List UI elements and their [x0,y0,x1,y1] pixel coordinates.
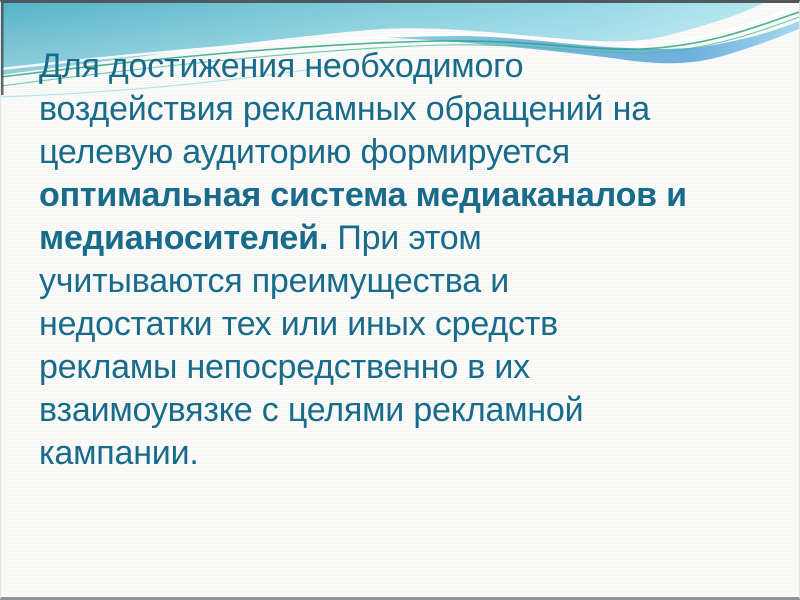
text-line [39,45,784,88]
text-line [39,389,784,432]
body-text: взаимоувязке с целями рекламной [39,391,584,429]
text-line [39,432,784,475]
body-text: кампании. [39,434,199,472]
emphasized-text: медианосителей. [39,219,329,257]
slide-body-text [39,45,784,475]
body-text: рекламы непосредственно в их [39,348,530,386]
body-text: Для достижения необходимого [39,47,524,85]
body-text: При этом [328,219,482,257]
text-line [39,88,784,131]
text-line [39,346,784,389]
text-line [39,260,784,303]
body-text: недостатки тех или иных средств [39,305,558,343]
text-line [39,131,784,174]
body-text: учитываются преимущества и [39,262,509,300]
header-left-edge [1,3,4,95]
text-line [39,174,784,217]
text-line [39,217,784,260]
text-line [39,303,784,346]
body-text: воздействия рекламных обращений на [39,90,650,128]
emphasized-text: оптимальная система медиаканалов и [39,176,687,214]
body-text: целевую аудиторию формируется [39,133,570,171]
